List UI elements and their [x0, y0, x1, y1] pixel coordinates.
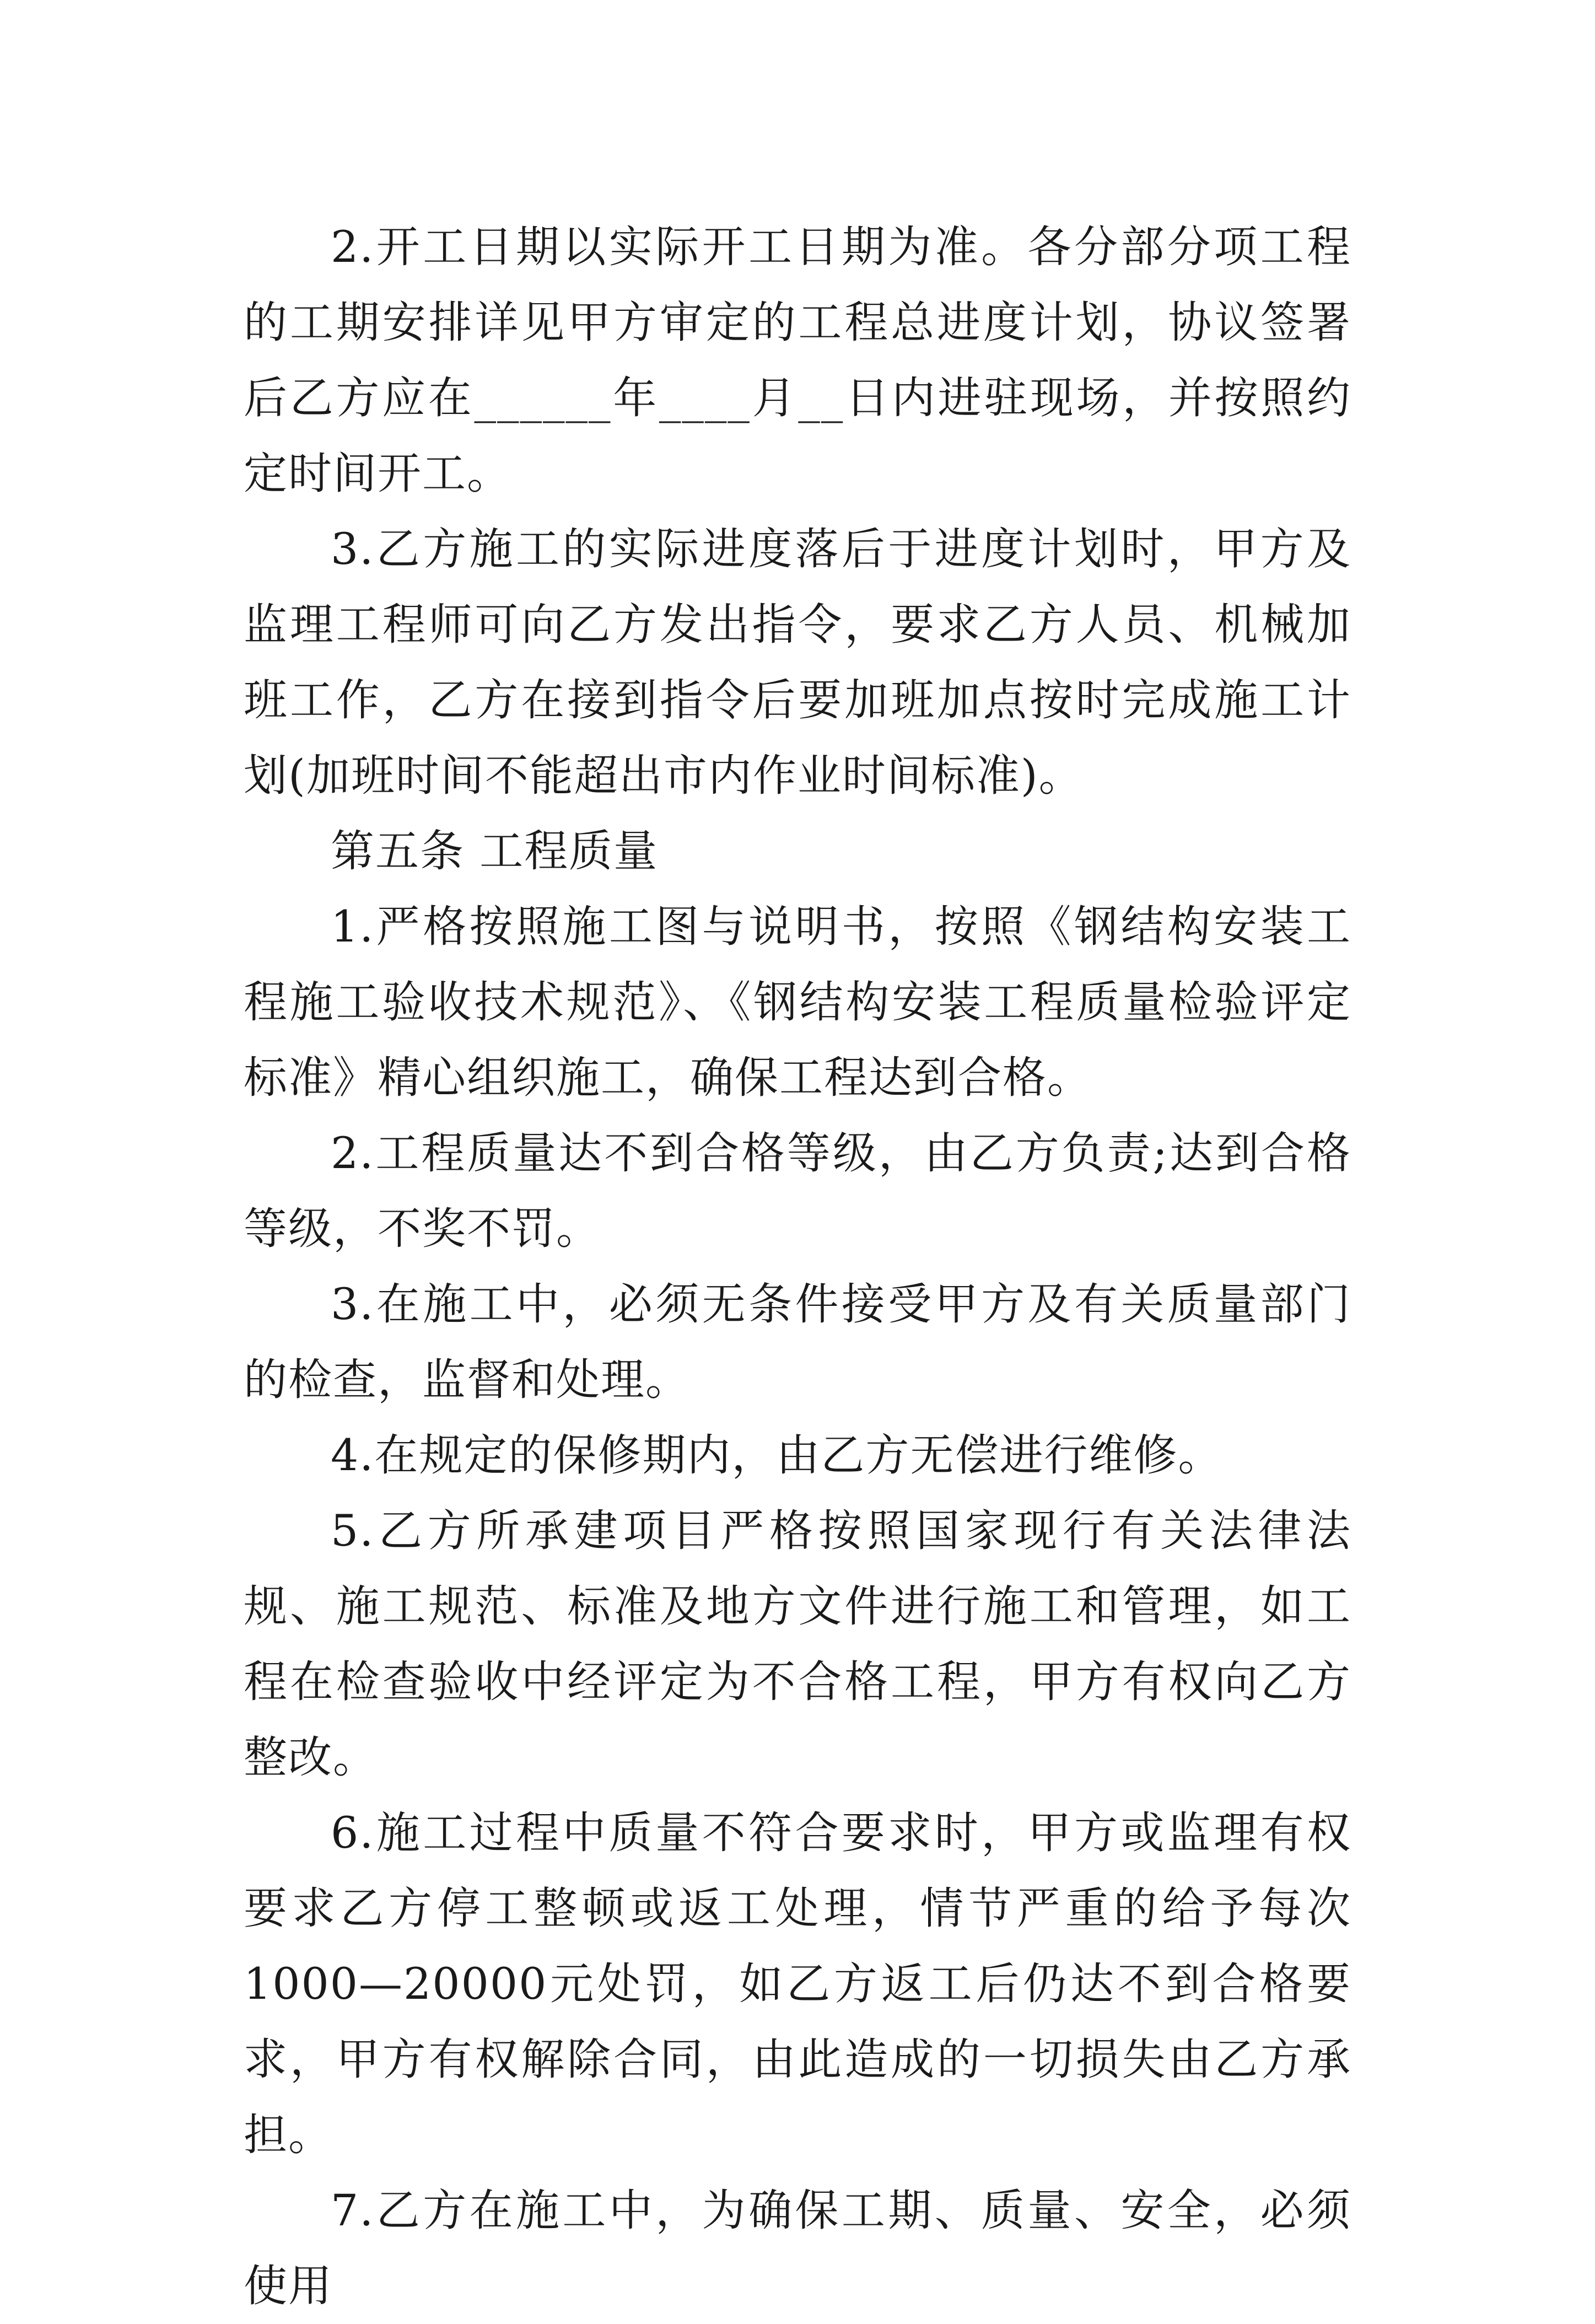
clause-5-item-2: 2.工程质量达不到合格等级，由乙方负责;达到合格等级，不奖不罚。 — [244, 1128, 1351, 1254]
clause-5-item-1: 1.严格按照施工图与说明书，按照《钢结构安装工程施工验收技术规范》、《钢结构安装工程质量检验评定标准》精心组织施工，确保工程达到合格。 — [244, 901, 1351, 1103]
clause-5-item-4: 4.在规定的保修期内，由乙方无偿进行维修。 — [331, 1430, 1223, 1481]
clause-4-item-2: 2.开工日期以实际开工日期为准。各分部分项工程的工期安排详见甲方审定的工程总进度计划，协议签署后乙方应在______年____月__日内进驻现场，并按照约定时间开工。 — [244, 222, 1351, 499]
clause-5-item-6: 6.施工过程中质量不符合要求时，甲方或监理有权要求乙方停工整顿或返工处理，情节严重的给予每次1000—20000元处罚，如乙方返工后仍达不到合格要求，甲方有权解除合同，由此造成的一切损失由乙方承担。 — [244, 1807, 1351, 2160]
clause-5-item-3: 3.在施工中，必须无条件接受甲方及有关质量部门的检查，监督和处理。 — [244, 1279, 1351, 1405]
clause-5-item-5: 5.乙方所承建项目严格按照国家现行有关法律法规、施工规范、标准及地方文件进行施工和管理，如工程在检查验收中经评定为不合格工程，甲方有权向乙方整改。 — [244, 1505, 1351, 1783]
clause-4-item-3: 3.乙方施工的实际进度落后于进度计划时，甲方及监理工程师可向乙方发出指令，要求乙方人员、机械加班工作，乙方在接到指令后要加班加点按时完成施工计划(加班时间不能超出市内作业时间标准)。 — [244, 524, 1351, 801]
section-heading-quality: 第五条 工程质量 — [331, 826, 659, 876]
document-body — [244, 209, 1351, 2324]
clause-5-item-7: 7.乙方在施工中，为确保工期、质量、安全，必须使用 — [244, 2185, 1351, 2311]
